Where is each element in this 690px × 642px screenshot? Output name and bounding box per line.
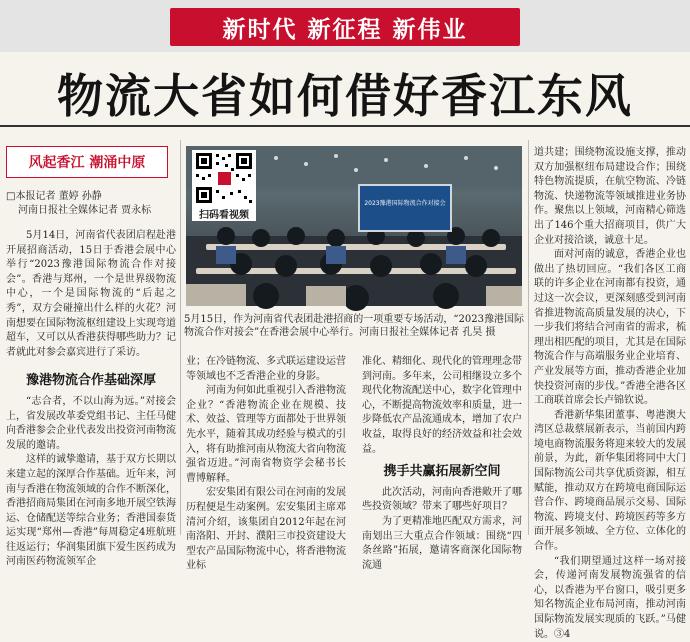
paragraph: 香港新华集团董事、粤港澳大湾区总裁蔡展新表示，当前国内跨境电商物流服务将迎来较大的发展前景，为此，新华集团将同中大门国际物流公司共享优质资源，相互赋能，推动双方在跨境电商国际运营合作、跨境商品展示交易、国际物流、跨境支付、跨境医药等多方面开展多领域、全方位、立体化的合作。 xyxy=(534,409,686,553)
paragraph: 这样的诚挚邀请，基于双方长期以来建立起的深厚合作基础。近年来，河南与香港在物流领域的合作不断深化，香港招商局集团在河南多地开展空铁海运、仓储配送等综合业务；香港国泰货运实现“郑州—香港”每周稳定4班航班往返运行；华润集团旗下爱生医药成为河南医药物流领军企 xyxy=(6,454,176,568)
paragraph: 河南为何如此重视引入香港物流企业？“香港物流企业在规模、技术、效益、管理等方面都处于世界领先水平，随着其成功经验与模式的引入，将有助推河南从物流大省向物流强省迈进。”河南省物资学会秘书长曹博解释。 xyxy=(186,385,346,484)
paragraph: 准化、精细化、现代化的管理理念带到河南。多年来，公司相继设立多个现代化物流配送中心，数字化管理中心，不断提高物流效率和质量，进一步降低农产品流通成本，增加了农户收益，取得良好的经济效益和社会效益。 xyxy=(362,356,522,455)
byline-line: □本报记者 董婷 孙静 xyxy=(6,191,102,202)
column-title-box xyxy=(6,146,168,178)
banner-text: 新时代 新征程 新伟业 xyxy=(222,16,468,43)
paragraph: “我们期望通过这样一场对接会，传递河南发展物流强省的信心，以香港为平台窗口，吸引更多知名物流企业布局河南，推动河南国际物流发展实现质的飞跃。”马健说。③4 xyxy=(534,555,686,640)
column-rule xyxy=(180,140,181,535)
subheading: 豫港物流合作基础深厚 xyxy=(25,373,156,389)
qr-code-icon xyxy=(192,150,256,206)
paragraph: 为了更精准地匹配双方需求，河南划出三大重点合作领域：围绕“四条丝路”拓展，邀请客商深化国际物流通 xyxy=(362,515,522,571)
paragraph: 宏安集团有限公司在河南的发展历程便是生动案例。宏安集团主席邓清河介绍，该集团自2012年起在河南洛阳、开封、濮阳三市投资建设大型农产品国际物流中心，将香港物流业标 xyxy=(186,487,346,572)
article-column-2 xyxy=(186,355,346,572)
photo-caption: 5月15日，作为河南省代表团赴港招商的一项重要专场活动，“2023豫港国际物流合作对接会”在香港会展中心举行。河南日报社全媒体记者 孔昊 摄 xyxy=(184,314,524,338)
byline-line: 河南日报社全媒体记者 贾永标 xyxy=(18,205,152,216)
paragraph: 业；在冷链物流、多式联运建设运营等领域也不乏香港企业的身影。 xyxy=(186,356,346,382)
subheading: 携手共赢拓展新空间 xyxy=(383,464,501,480)
qr-code[interactable] xyxy=(192,150,256,206)
stage-screen xyxy=(358,184,452,232)
paragraph: “志合者，不以山海为远。”对接会上，省发展改革委党组书记、主任马健向香港参会企业代表发出投资河南物流发展的邀请。 xyxy=(6,395,176,451)
section-banner xyxy=(170,8,520,46)
screen-text: 2023豫港国际物流合作对接会 xyxy=(364,200,446,207)
divider xyxy=(0,125,690,127)
qr-label: 扫码看视频 xyxy=(192,206,256,221)
paragraph: 道共建；围绕物流设施支撑，推动双方加强枢纽布局建设合作；围绕特色物流提质，在航空物流、冷链物流、快递物流等领域推进业务协作。聚焦以上领域，河南精心筛选出了146个重大招商项目，供广大企业对接洽谈，诚意十足。 xyxy=(534,147,686,246)
byline xyxy=(6,190,176,218)
news-photo xyxy=(186,146,522,306)
column-title: 风起香江 潮涌中原 xyxy=(28,155,146,171)
paragraph: 面对河南的诚意，香港企业也做出了热切回应。“我们各区工商联的许多企业在河南都有投资，通过这一次会议，更深刻感受到河南省推进物流高质量发展的决心，下一步我们将结合河南省的需求，梳理出相匹配的项目，尤其是在国际物流合作与高端服务业企业培育、产业发展等方面，推动香港企业加快投资河南的步伐。”香港全港各区工商联首席会长卢锦钦说。 xyxy=(534,249,686,407)
article-column-4 xyxy=(534,146,686,640)
paragraph: 5月14日，河南省代表团启程赴港开展招商活动，15日于香港会展中心举行“2023豫港国际物流合作对接会”。香港与郑州，一个是世界级物流中心，一个是国际物流的“后起之秀”，双方会碰撞出什么样的火花？河南想要在国际物流枢纽建设上实现弯道超车，又可以从香港获得哪些助力？记者就此对参会嘉宾进行了采访。 xyxy=(6,230,176,358)
headline: 物流大省如何借好香江东风 xyxy=(57,69,633,123)
article-column-1 xyxy=(6,229,176,568)
article-column-3 xyxy=(362,355,522,571)
column-rule xyxy=(528,140,529,535)
article-body-middle xyxy=(186,355,522,572)
paragraph: 此次活动，河南向香港敞开了哪些投资领域？带来了哪些好项目？ xyxy=(362,486,522,513)
